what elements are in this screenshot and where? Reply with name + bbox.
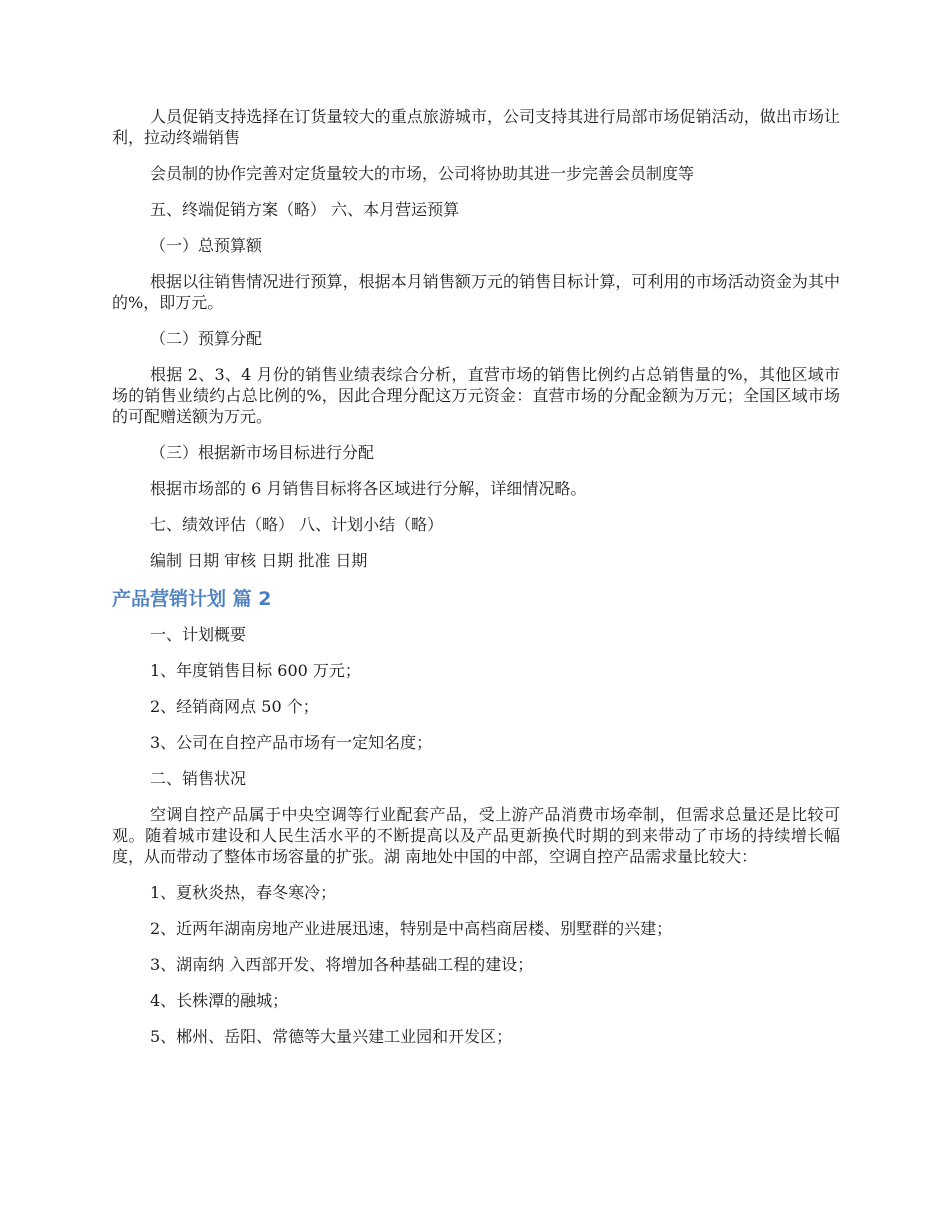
paragraph: 空调自控产品属于中央空调等行业配套产品，受上游产品消费市场牵制，但需求总量还是比较可观。随着城市建设和人民生活水平的不断提高以及产品更新换代时期的到来带动了市场的持续增长幅度，从而带动了整体市场容量的扩张。湖 南地处中国的中部，空调自控产品需求量比较大： bbox=[112, 805, 840, 866]
paragraph: 根据 2、3、4 月份的销售业绩表综合分析，直营市场的销售比例约占总销售量的%，其他区域市场的销售业绩约占总比例的%，因此合理分配这万元资金：直营市场的分配金额为万元；全国区域市场的可配赠送额为万元。 bbox=[112, 365, 840, 426]
paragraph: 3、公司在自控产品市场有一定知名度； bbox=[150, 733, 433, 752]
section-heading: 产品营销计划 篇 2 bbox=[112, 588, 272, 610]
paragraph: （一）总预算额 bbox=[150, 236, 263, 255]
paragraph: 4、长株潭的融城； bbox=[150, 991, 289, 1010]
paragraph: 七、绩效评估（略） 八、计划小结（略） bbox=[150, 515, 444, 534]
paragraph: （二）预算分配 bbox=[150, 329, 263, 348]
paragraph: 3、湖南纳 入西部开发、将增加各种基础工程的建设； bbox=[150, 955, 534, 974]
paragraph: 根据市场部的 6 月销售目标将各区域进行分解，详细情况略。 bbox=[150, 479, 587, 498]
paragraph: 二、销售状况 bbox=[150, 769, 247, 788]
paragraph: 一、计划概要 bbox=[150, 625, 247, 644]
paragraph: 2、近两年湖南房地产业进展迅速，特别是中高档商居楼、别墅群的兴建； bbox=[150, 919, 673, 938]
paragraph: 1、夏秋炎热，春冬寒冷； bbox=[150, 883, 337, 902]
paragraph: 根据以往销售情况进行预算，根据本月销售额万元的销售目标计算，可利用的市场活动资金为其中的%，即万元。 bbox=[112, 272, 840, 312]
paragraph: 5、郴州、岳阳、常德等大量兴建工业园和开发区； bbox=[150, 1027, 513, 1046]
paragraph: 人员促销支持选择在订货量较大的重点旅游城市，公司支持其进行局部市场促销活动，做出市场让利，拉动终端销售 bbox=[112, 107, 840, 147]
paragraph: 五、终端促销方案（略） 六、本月营运预算 bbox=[150, 200, 460, 219]
paragraph: 2、经销商网点 50 个； bbox=[150, 697, 319, 716]
paragraph: 编制 日期 审核 日期 批准 日期 bbox=[150, 551, 368, 570]
document-page bbox=[112, 106, 840, 1062]
paragraph: 1、年度销售目标 600 万元； bbox=[150, 661, 361, 680]
paragraph: 会员制的协作完善对定货量较大的市场，公司将协助其进一步完善会员制度等 bbox=[150, 164, 695, 183]
paragraph: （三）根据新市场目标进行分配 bbox=[150, 443, 375, 462]
